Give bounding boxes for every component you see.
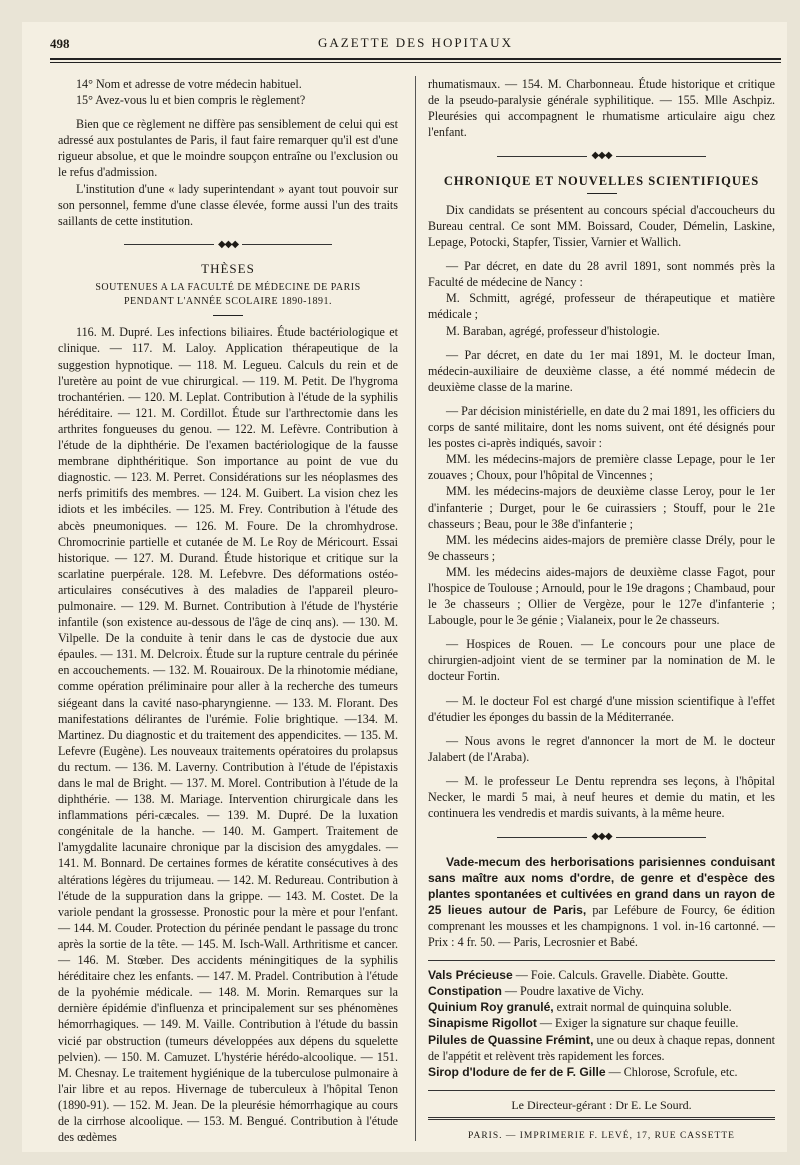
page-number: 498 [50, 36, 70, 51]
column-divider [415, 76, 416, 1141]
paragraph: M. Baraban, agrégé, professeur d'histologie. [446, 323, 660, 338]
paragraph: — M. le docteur Fol est chargé d'une mission scientifique à l'effet d'étudier les éponges du bassin de la Méditerranée. [428, 693, 775, 724]
ornament-divider: ◆◆◆ [58, 237, 398, 253]
paragraph: — M. le professeur Le Dentu reprendra ses leçons, à l'hôpital Necker, le mardi 5 mai, à neuf heures et demie du matin, et les continuera les vendredis et mardis suivants, à la même heure. [428, 773, 775, 821]
list-item: 14° Nom et adresse de votre médecin habituel. [76, 77, 302, 91]
signature: Le Directeur-gérant : Dr E. Le Sourd. [511, 1097, 692, 1112]
paragraph: MM. les médecins-majors de première classe Lepage, pour le 1er zouaves ; Choux, pour l'hôpital de Vincennes ; [428, 452, 775, 483]
ornament-divider: ◆◆◆ [428, 829, 775, 845]
ad-line [428, 1032, 775, 1064]
book-title: Vade-mecum des herborisations parisiennes conduisant sans maître aux noms d'ordre, de genre et d'espèce des plantes spontanées et cultivées en grand dans un rayon de 25 lieues autour de Paris, [428, 854, 775, 917]
ad-name: Sinapisme Rigollot [428, 1016, 537, 1031]
header-rule [50, 58, 781, 60]
signature-rule [428, 1090, 775, 1091]
advertisements [428, 967, 775, 1080]
section-title: THÈSES [201, 261, 255, 277]
ad-line [428, 967, 775, 983]
paragraph: — Hospices de Rouen. — Le concours pour une place de chirurgien-adjoint vient de se terminer par la nomination de M. le docteur Fortin. [428, 637, 775, 684]
section-title: CHRONIQUE ET NOUVELLES SCIENTIFIQUES [443, 173, 760, 188]
paragraph: — Par décision ministérielle, en date du 2 mai 1891, les officiers du corps de santé militaire, dont les noms suivent, ont été désignés pour les postes ci-après indiqués, savoir : [428, 403, 775, 451]
header-rule-thin [50, 62, 781, 63]
section-subtitle [58, 281, 398, 309]
small-rule [213, 315, 243, 316]
paragraph: MM. les médecins aides-majors de deuxième classe Fagot, pour l'hospice de Toulouse ; Arnould, pour le 19e dragons ; Chambaud, pour le 3e chasseurs ; Ollier de Vergèze, pour le 127e d'infanterie ; Labougle, pour le 3e génie ; Vialaneix, pour le 2e chasseurs. [428, 564, 775, 628]
ad-text: extrait normal de quinquina soluble. [553, 1000, 732, 1015]
right-column [428, 76, 775, 1144]
ads-rule [428, 960, 775, 961]
footer-rule [428, 1117, 775, 1120]
ad-name: Sirop d'Iodure de fer de F. Gille [428, 1064, 606, 1079]
small-rule [587, 193, 617, 194]
paragraph: L'institution d'une « lady superintendant » ayant tout pouvoir sur son personnel, femme d'une classe élevée, forme aussi l'un des traits saillants de cette institution. [58, 181, 398, 228]
ad-line [428, 983, 775, 999]
imprint: PARIS. — IMPRIMERIE F. LEVÉ, 17, RUE CASSETTE [468, 1130, 735, 1141]
ad-line [428, 1015, 775, 1031]
paragraph: MM. les médecins-majors de deuxième classe Leroy, pour le 1er d'infanterie ; Durget, pour le 6e cuirassiers ; Stouff, pour le 21e chasseurs ; Beau, pour le 38e d'infanterie ; [428, 484, 775, 531]
ad-name: Quinium Roy granulé, [428, 1000, 554, 1015]
ad-text: — Chlorose, Scrofule, etc. [605, 1064, 738, 1079]
paragraph: — Par décret, en date du 1er mai 1891, M. le docteur Iman, médecin-auxiliaire de deuxième classe, a été nommé médecin de deuxième classe de la marine. [428, 347, 775, 394]
subtitle-line: PENDANT L'ANNÉE SCOLAIRE 1890-1891. [124, 296, 332, 308]
left-column [58, 76, 398, 1145]
paragraph: M. Schmitt, agrégé, professeur de thérapeutique et matière médicale ; [428, 291, 775, 322]
ad-name: Vals Précieuse [428, 968, 513, 983]
ad-text: — Foie. Calculs. Gravelle. Diabète. Goutte. [512, 968, 729, 983]
page-header [50, 32, 781, 58]
list-item: 15° Avez-vous lu et bien compris le règlement? [76, 93, 306, 108]
ad-name: Constipation [428, 984, 502, 999]
journal-title: GAZETTE DES HOPITAUX [318, 35, 513, 50]
book-notice [428, 854, 775, 951]
paragraph: Bien que ce règlement ne diffère pas sensiblement de celui qui est adressé aux postulantes de Paris, il faut faire remarquer qu'il est d'une rigueur absolue, et que le moindre soupçon entraîne ou l'exclusion ou le refus d'admission. [58, 117, 398, 180]
newspaper-page [22, 22, 787, 1152]
paragraph: Dix candidats se présentent au concours spécial d'accoucheurs du Bureau central. Ce sont MM. Boissard, Couder, Démelin, Laskine, Lepage, Potocki, Stapfer, Tissier, Varnier et Wallich. [428, 202, 775, 250]
ad-text: — Exiger la signature sur chaque feuille. [536, 1016, 739, 1031]
book-details: par Lefébure de Fourcy, 6e édition comprenant les mousses et les champignons. 1 vol. in-16 cartonné. — Prix : 4 fr. 50. — Paris, Lecrosnier et Babé. [428, 902, 776, 950]
paragraph: rhumatismaux. — 154. M. Charbonneau. Étude historique et critique de la pseudo-paralysie générale syphilitique. — 155. Mlle Aschpiz. Pleurésies qui accompagnent le rhumatisme articulaire aigu chez l'enfant. [428, 77, 775, 140]
theses-list: 116. M. Dupré. Les infections biliaires. Étude bactériologique et clinique. — 117. M. Laloy. Application thérapeutique de la suggestion hypnotique. — 118. M. Legueu. Calculs du rein et de l'uretère au point de vue chirurgical. — 119. M. Petit. De l'hygroma trochantérien. — 120. M. Leplat. Contribution à l'étude de la syphilis héréditaire. — 121. M. Cordillot. Étude sur l'arthrectomie dans les arthrites fongueuses du genou. — 122. M. Lefèvre. Contribution à l'étude de la diphthérie. De l'examen bactériologique de la fausse membrane diphthéritique. Son importance au point de vue du diagnostic. — 123. M. Perret. Considérations sur les néoplasmes des nerfs primitifs des membres. — 124. M. Guibert. La vision chez les idiots et les imbéciles. — 125. M. Frey. Contribution à l'étude des abcès pneumoniques. — 126. M. Foure. De la chromhydrose. Chromocrinie partielle et cutanée de M. Le Roy de Méricourt. Essai historique. — 127. M. Durand. Étude historique et critique sur la scarlatine puerpérale. 128. M. Lefebvre. Des déformations ostéo-articulaires consécutives à des maladies de l'appareil pleuro-pulmonaire. — 129. M. Burnet. Contribution à l'étude de l'hystérie infantile (son existence au-dessous de l'âge de cinq ans). — 130. M. Vilpelle. De la conduite à tenir dans le cas de dystocie due aux épaules. — 131. M. Delcroix. Étude sur la rupture centrale du périnée en accouchements. — 132. M. Rouairoux. De la rhinotomie médiane, comme opération préliminaire pour aller à la recherche des tumeurs siégeant dans la cavité naso-pharyngienne. — 133. M. Florant. Des manifestations délirantes de l'urémie. Folie brightique. —134. M. Martinez. Du diagnostic et du traitement des appendicites. — 135. M. Lefevre (Eugène). Les nouveaux traitements opératoires du prolapsus du rectum. — 136. M. Laverny. Contribution à l'étude de l'épistaxis dans le mal de Bright. — 137. M. Morel. Contribution à l'étude de la diphthérie. — 138. M. Mariage. Intervention chirurgicale dans les inflammations péri-cæcales. — 139. M. Dupré. De la luxation congénitale de la hanche. — 140. M. Gampert. Traitement de l'amygdalite lacunaire chronique par la discision des amygdales. — 141. M. Bonnard. De certaines formes de kératite consécutives à des altérations légères du trijumeau. — 142. M. Redureau. Contribution à l'étude de la suppuration dans la grippe. — 143. M. Costet. De la variole pendant la grossesse. Pronostic pour la mère et pour l'enfant. — 144. M. Couder. Protection du périnée pendant le passage du tronc après la sortie de la tête. — 145. M. Isch-Wall. Arthritisme et cancer. — 146. M. Stœber. Des accidents méningitiques de la syphilis héréditaire chez les enfants. — 147. M. Pradel. Contribution à l'étude de la pyohémie médicale. — 148. M. Morin. Remarques sur la dernière épidémie d'influenza et principalement sur ses phénomènes hémorrhagiques. — 149. M. Vaille. Contribution à l'étude du bassin vicié par obstruction (tumeurs développées aux dépens du squelette pelvien). — 150. M. Camuzet. L'hystérie hérédo-alcoolique. — 151. M. Chesnay. Le traitement hygiénique de la tuberculose pulmonaire à l'air libre et au repos. Hivernage de tuberculeux à l'hôpital Tenon (1890-91). — 152. M. Jean. De la pleurésie hémorrhagique au cours de la cirrhose alcoolique. — 153. M. Bengué. Contribution à l'étude des œdèmes [58, 325, 398, 1145]
ad-text: — Poudre laxative de Vichy. [501, 984, 644, 999]
ad-line [428, 1064, 775, 1080]
paragraph: — Nous avons le regret d'annoncer la mort de M. le docteur Jalabert (de l'Araba). [428, 733, 775, 764]
subtitle-line: SOUTENUES A LA FACULTÉ DE MÉDECINE DE PARIS [95, 282, 361, 294]
ornament-divider: ◆◆◆ [428, 148, 775, 164]
paragraph: — Par décret, en date du 28 avril 1891, sont nommés près la Faculté de médecine de Nancy : [428, 259, 775, 290]
ad-name: Pilules de Quassine Frémint, [428, 1032, 594, 1047]
paragraph: MM. les médecins aides-majors de première classe Drély, pour le 9e chasseurs ; [428, 532, 775, 563]
ad-line [428, 999, 775, 1015]
ad-text: une ou deux à chaque repas, donnent de l'appétit et relèvent très rapidement les forces. [428, 1032, 775, 1063]
